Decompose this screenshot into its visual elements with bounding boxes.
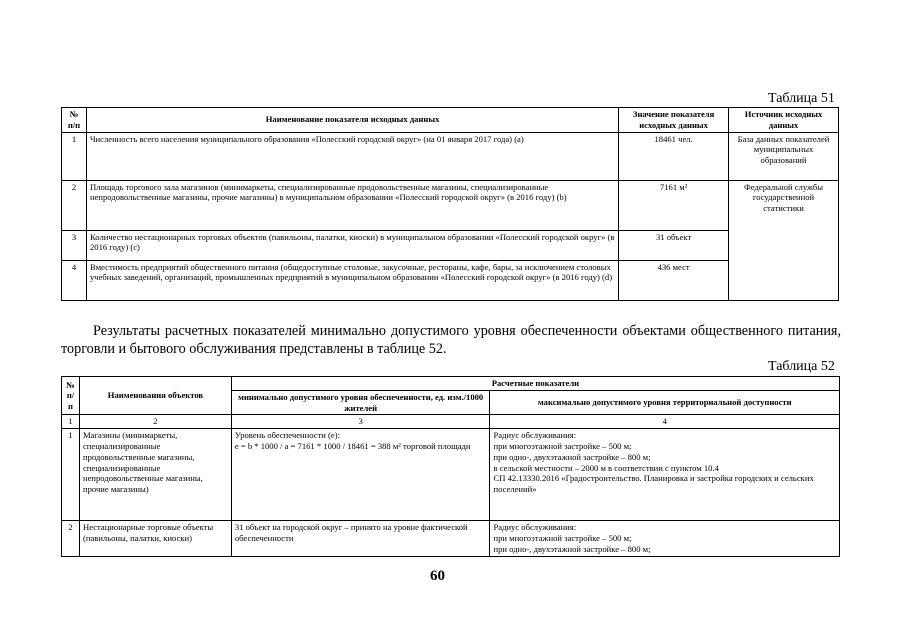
row-source-2: Федеральной службы государственной статистики [729, 180, 839, 300]
header-value: Значение показателя исходных данных [619, 108, 729, 133]
row-min-line: Уровень обеспеченности (е): [234, 430, 340, 441]
header-num: № п/п [62, 108, 87, 133]
table-51-header-row [62, 108, 839, 133]
row-max [490, 521, 840, 556]
table-row [62, 429, 840, 521]
row-num: 2 [62, 180, 87, 230]
index-cell: 1 [62, 415, 80, 429]
header-num: № п/п [62, 377, 80, 415]
table-51 [61, 107, 839, 301]
row-max-line: СП 42.13330.2016 «Градостроительство. Планировка и застройка городских и сельских поселений» [493, 473, 814, 495]
row-value: 31 объект [619, 230, 729, 260]
row-max-line: при одно-, двухэтажной застройке – 800 м; [493, 543, 651, 554]
index-cell: 2 [79, 415, 231, 429]
row-max-line: Радиус обслуживания: [493, 430, 577, 441]
row-value: 7161 м² [619, 180, 729, 230]
row-name: Магазины (минимаркеты, специализированные продовольственные магазины, специализированные непродовольственные магазины, прочие магазины) [79, 429, 231, 521]
row-max-line: в сельской местности – 2000 м в соответствии с пунктом 10.4 [493, 462, 719, 473]
row-max [490, 429, 840, 521]
header-max: максимально допустимого уровня территориальной доступности [490, 390, 840, 415]
row-num: 4 [62, 260, 87, 300]
table-row [62, 260, 839, 300]
table-row [62, 132, 839, 180]
page-number: 60 [430, 568, 445, 584]
index-cell: 3 [231, 415, 490, 429]
row-min: 31 объект на городской округ – принято на уровне фактической обеспеченности [231, 521, 490, 556]
header-group: Расчетные показатели [231, 377, 839, 391]
row-name: Количество нестационарных торговых объектов (павильоны, палатки, киоски) в муниципальном образовании «Полесский городской округ» (в 2016 году) (с) [86, 230, 618, 260]
row-value: 436 мест [619, 260, 729, 300]
body-paragraph: Результаты расчетных показателей минимально допустимого уровня обеспеченности объектами общественного питания, торговли и бытового обслуживания представлены в таблице 52. [61, 323, 841, 357]
row-num: 1 [62, 429, 80, 521]
table-51-caption: Таблица 51 [768, 91, 835, 106]
table-52-header-row [62, 377, 840, 391]
row-max-line: Радиус обслуживания: [493, 522, 577, 533]
table-row [62, 230, 839, 260]
row-num: 2 [62, 521, 80, 556]
header-name: Наименования объектов [79, 377, 231, 415]
header-min: минимально допустимого уровня обеспеченности, ед. изм./1000 жителей [231, 390, 490, 415]
row-name: Вместимость предприятий общественного питания (общедоступные столовые, закусочные, рестораны, кафе, бары, за исключением столовых учебных заведений, организаций, промышленных предприятий в муниципальном образовании «Полесский городской округ» (в 2016 году) (d) [86, 260, 618, 300]
row-min-line: е = b * 1000 / а = 7161 * 1000 / 18461 = 388 м² торговой площади [234, 440, 471, 451]
table-row [62, 521, 840, 556]
row-min [231, 429, 490, 521]
row-name: Нестационарные торговые объекты (павильоны, палатки, киоски) [79, 521, 231, 556]
table-52 [61, 376, 840, 557]
row-num: 3 [62, 230, 87, 260]
row-source-1: База данных показателей муниципальных образований [729, 132, 839, 180]
row-num: 1 [62, 132, 87, 180]
header-name: Наименование показателя исходных данных [86, 108, 618, 133]
row-name: Площадь торгового зала магазинов (минимаркеты, специализированные продовольственные магазины, специализированные непродовольственные магазины, прочие магазины) в муниципальном образовании «Полесский городской округ» (в 2016 году) (b) [86, 180, 618, 230]
row-value: 18461 чел. [619, 132, 729, 180]
table-52-index-row [62, 415, 840, 429]
index-cell: 4 [490, 415, 840, 429]
header-source: Источник исходных данных [729, 108, 839, 133]
row-name: Численность всего населения муниципального образования «Полесский городской округ» (на 01 января 2017 года) (а) [86, 132, 618, 180]
row-max-line: при одно-, двухэтажной застройке – 800 м; [493, 451, 651, 462]
table-52-caption: Таблица 52 [768, 359, 835, 374]
table-row [62, 180, 839, 230]
row-max-line: при многоэтажной застройке – 500 м; [493, 440, 632, 451]
row-max-line: при многоэтажной застройке – 500 м; [493, 532, 632, 543]
